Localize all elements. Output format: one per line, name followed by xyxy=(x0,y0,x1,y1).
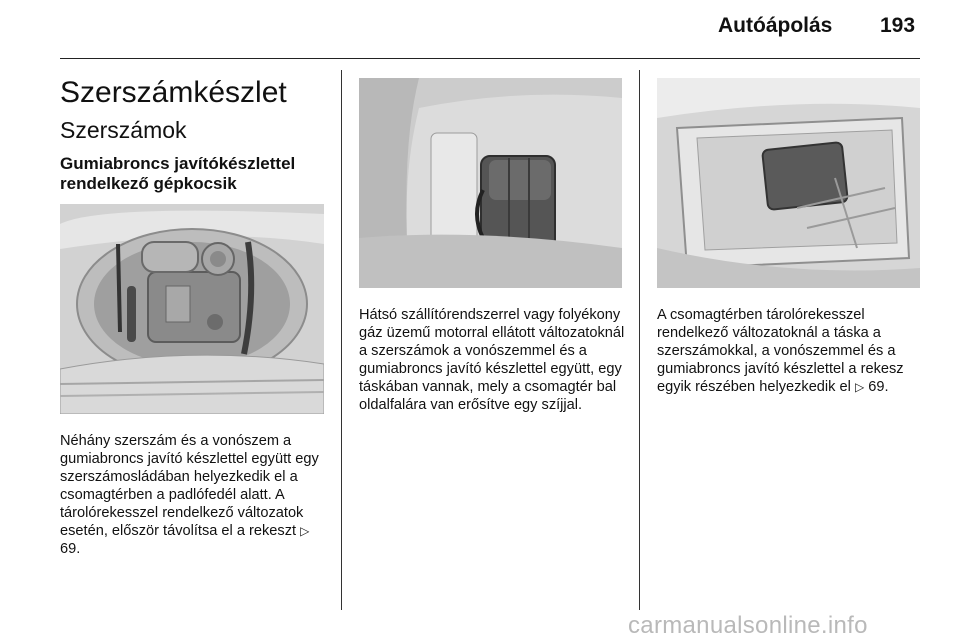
figure-tool-bag-trunk xyxy=(359,78,622,288)
column-divider-1 xyxy=(341,70,342,610)
page-number: 193 xyxy=(880,14,916,37)
figure-storage-compartment xyxy=(657,78,920,288)
column-1-page-ref[interactable]: 69. xyxy=(60,541,81,557)
column-2-text xyxy=(359,306,627,414)
column-3-text xyxy=(657,306,925,396)
watermark: carmanualsonline.info xyxy=(628,612,868,639)
section-subtitle: Szerszámok xyxy=(60,117,187,143)
column-1-body: Néhány szerszám és a vonószem a gumiabroncs javító készlettel együtt egy szerszámosládában helyezkedik el a csomagtérben a padlófedél alatt. A tárolórekesszel rendelkező változatok esetén, először távolítsa el a rekeszt xyxy=(60,433,319,539)
column-divider-2 xyxy=(639,70,640,610)
column-1-text xyxy=(60,432,330,558)
section-title: Szerszámkészlet xyxy=(60,76,287,109)
figure-tool-kit-floor xyxy=(60,204,324,414)
column-3-body: A csomagtérben tárolórekesszel rendelkező változatoknál a táska a szerszámokkal, a vonószemmel és a gumiabroncs javító készlettel a rekesz egyik részében helyezkedik el xyxy=(657,307,904,395)
section-subheading: Gumiabroncs javítókészlettel rendelkező gépkocsik xyxy=(60,154,296,193)
arrow-reference-icon: ▷ xyxy=(854,380,865,394)
header-rule xyxy=(60,58,920,59)
arrow-reference-icon: ▷ xyxy=(300,524,310,538)
page-header-title: Autóápolás xyxy=(718,14,833,37)
column-2-body: Hátsó szállítórendszerrel vagy folyékony gáz üzemű motorral ellátott változatoknál a szerszámok a vonószemmel és a gumiabroncs javító készlettel együtt, egy táskában vannak, mely a csomagtér bal oldalfalára van erősítve egy szíjjal. xyxy=(359,307,625,413)
column-3-page-ref[interactable]: 69. xyxy=(868,379,889,395)
